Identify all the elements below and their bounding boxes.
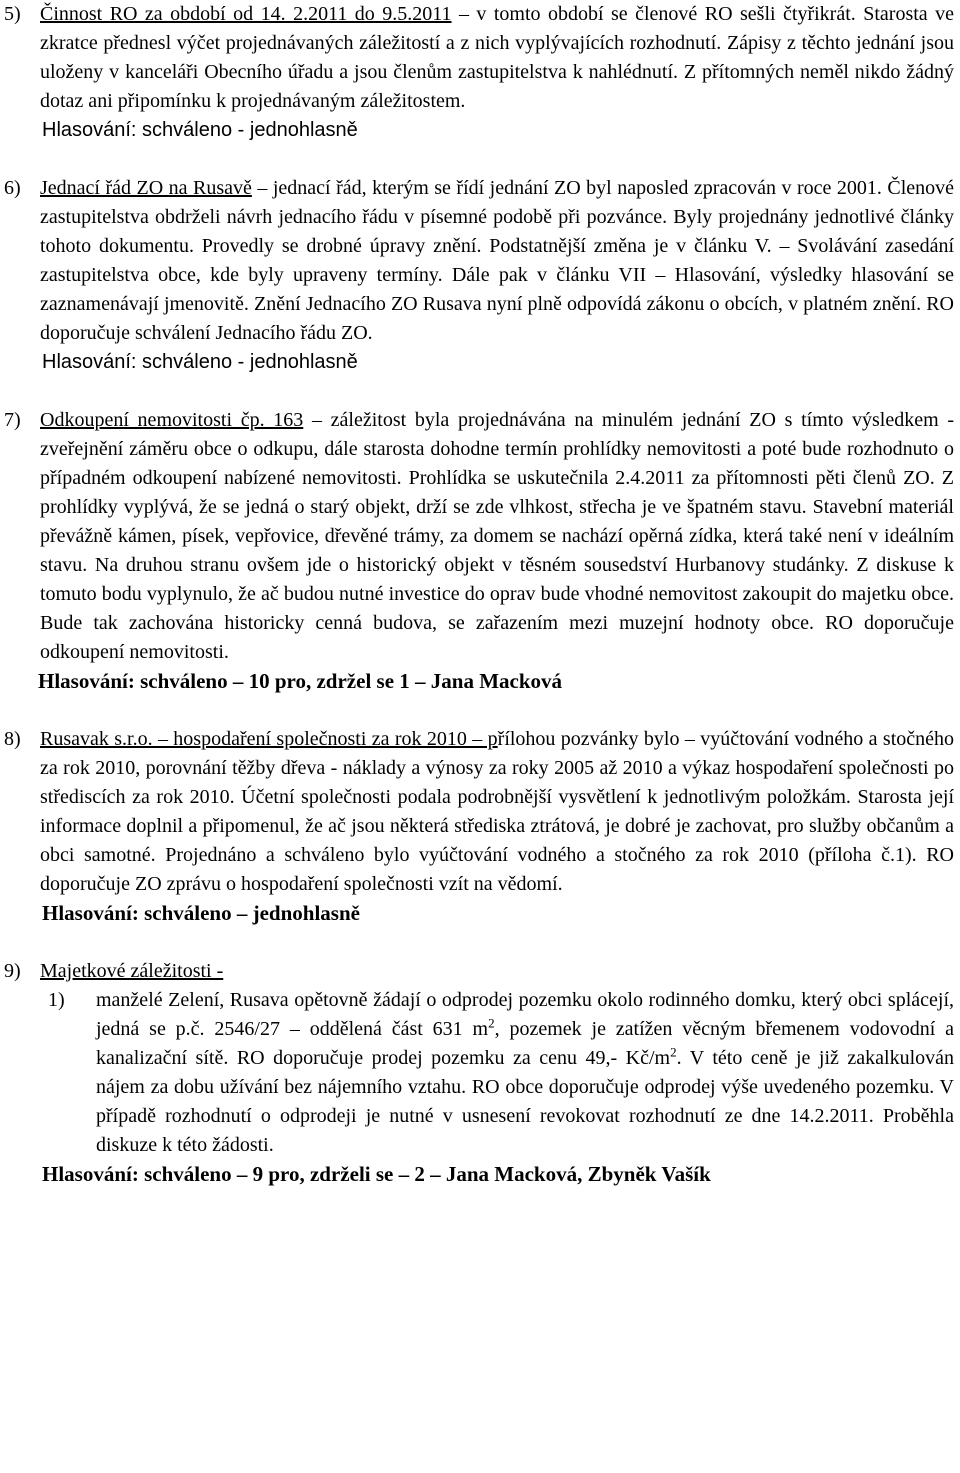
section-body bbox=[40, 406, 954, 667]
vote-result: Hlasování: schváleno – 9 pro, zdrželi se – 2 – Jana Macková, Zbyněk Vašík bbox=[42, 1162, 711, 1186]
section-number: 5) bbox=[4, 3, 21, 25]
subitem-number: 1) bbox=[48, 989, 65, 1011]
section-heading: Odkoupení nemovitosti čp. 163 bbox=[40, 409, 304, 431]
section-text: řílohou pozvánky bylo – vyúčtování vodného a stočného za rok 2010, porovnání těžby dřeva - náklady a výnosy za roky 2005 až 2010 a výkaz hospodaření společnosti po střediscích za rok 2010. Účetní společnosti podala podrobnější vysvětlení k jednotlivým položkám. Starosta její informace doplnil a připomenul, že ač jsou některá střediska ztrátová, je dobré je zachovat, pro služby občanům a obci samotné. Projednáno a schváleno bylo vyúčtování vodného a stočného za rok 2010 (příloha č.1). RO doporučuje ZO zprávu o hospodaření společnosti vzít na vědomí. bbox=[40, 728, 954, 895]
vote-result: Hlasování: schváleno - jednohlasně bbox=[42, 119, 358, 141]
section-text: – v tomto období se členové RO sešli čtyřikrát. Starosta ve zkratce přednesl výčet projednávaných záležitostí a z nich vyplývajících rozhodnutí. Zápisy z těchto jednání jsou uloženy v kanceláři Obecního úřadu a jsou členům zastupitelstva k nahlédnutí. Z přítomných neměl nikdo žádný dotaz ani připomínku k projednávaným záležitostem. bbox=[40, 3, 954, 112]
subitem-text bbox=[96, 986, 954, 1160]
section-number: 6) bbox=[4, 177, 21, 199]
section-5 bbox=[4, 0, 954, 145]
vote-result: Hlasování: schváleno - jednohlasně bbox=[42, 351, 358, 373]
section-8 bbox=[4, 725, 954, 928]
superscript: 2 bbox=[670, 1044, 677, 1060]
vote-result: Hlasování: schváleno – 10 pro, zdržel se 1 – Jana Macková bbox=[38, 669, 563, 693]
section-7 bbox=[4, 406, 954, 696]
section-number: 8) bbox=[4, 728, 21, 750]
section-heading: Rusavak s.r.o. – hospodaření společnosti za rok 2010 – p bbox=[40, 728, 498, 750]
section-number: 7) bbox=[4, 409, 21, 431]
section-heading: Činnost RO za období od 14. 2.2011 do 9.5.2011 bbox=[40, 3, 452, 25]
section-body bbox=[40, 174, 954, 348]
subitem-1 bbox=[48, 986, 955, 1160]
subitem-text-part: . V této ceně je již zakalkulován nájem za dobu užívání bez nájemního vztahu. RO obce doporučuje odprodej výše uvedeného pozemku. V případě rozhodnutí o odprodeji je nutné v usnesení revokovat rozhodnutí ze dne 14.2.2011. Proběhla diskuze k této žádosti. bbox=[96, 1047, 955, 1156]
subitem-text-part: , pozemek je zatížen věcným břemenem vodovodní a kanalizační sítě. RO doporučuje prodej pozemku za cenu 49,- Kč/m bbox=[96, 1018, 955, 1069]
superscript: 2 bbox=[488, 1015, 495, 1031]
vote-result: Hlasování: schváleno – jednohlasně bbox=[42, 901, 360, 925]
section-heading: Majetkové záležitosti - bbox=[40, 960, 224, 982]
section-heading: Jednací řád ZO na Rusavě bbox=[40, 177, 252, 199]
section-body bbox=[40, 0, 954, 116]
section-text: – jednací řád, kterým se řídí jednání ZO byl naposled zpracován v roce 2001. Členové zastupitelstva obdrželi návrh jednacího řádu v písemné podobě při pozvánce. Byly projednány jednotlivé články tohoto dokumentu. Provedly se drobné úpravy znění. Podstatnější změna je v článku V. – Svolávání zasedání zastupitelstva obce, kde byly upraveny termíny. Dále pak v článku VII – Hlasování, výsledky hlasování se zaznamenávají jmenovitě. Znění Jednacího ZO Rusava nyní plně odpovídá zákonu o obcích, v platném znění. RO doporučuje schválení Jednacího řádu ZO. bbox=[40, 177, 955, 344]
section-6 bbox=[4, 174, 955, 377]
section-body bbox=[40, 725, 954, 899]
section-number: 9) bbox=[4, 960, 21, 982]
section-text: – záležitost byla projednávána na minulém jednání ZO s tímto výsledkem - zveřejnění záměru obce o odkupu, dále starosta dohodne termín prohlídky nemovitosti a poté bude rozhodnuto o případném odkoupení nabízené nemovitosti. Prohlídka se uskutečnila 2.4.2011 za přítomnosti pěti členů ZO. Z prohlídky vyplývá, že se jedná o starý objekt, drží se zde vlhkost, střecha je ve špatném stavu. Stavební materiál převážně kámen, písek, vepřovice, dřevěné trámy, za domem se nachází opěrná zídka, která také není v ideálním stavu. Na druhou stranu ovšem jde o historický objekt v těsném sousedství Hurbanovy studánky. Z diskuse k tomuto bodu vyplynulo, že ač budou nutné investice do oprav bude vhodné nemovitost zakoupit do majetku obce. Bude tak zachována historicky cenná budova, se zařazením mezi muzejní hodnoty obce. RO doporučuje odkoupení nemovitosti. bbox=[40, 409, 954, 663]
section-9 bbox=[4, 957, 955, 1189]
section-body bbox=[40, 957, 954, 986]
subitem-text-part: manželé Zelení, Rusava opětovně žádají o odprodej pozemku okolo rodinného domku, který obci splácejí, jedná se p.č. 2546/27 – oddělená část 631 m bbox=[96, 989, 954, 1040]
